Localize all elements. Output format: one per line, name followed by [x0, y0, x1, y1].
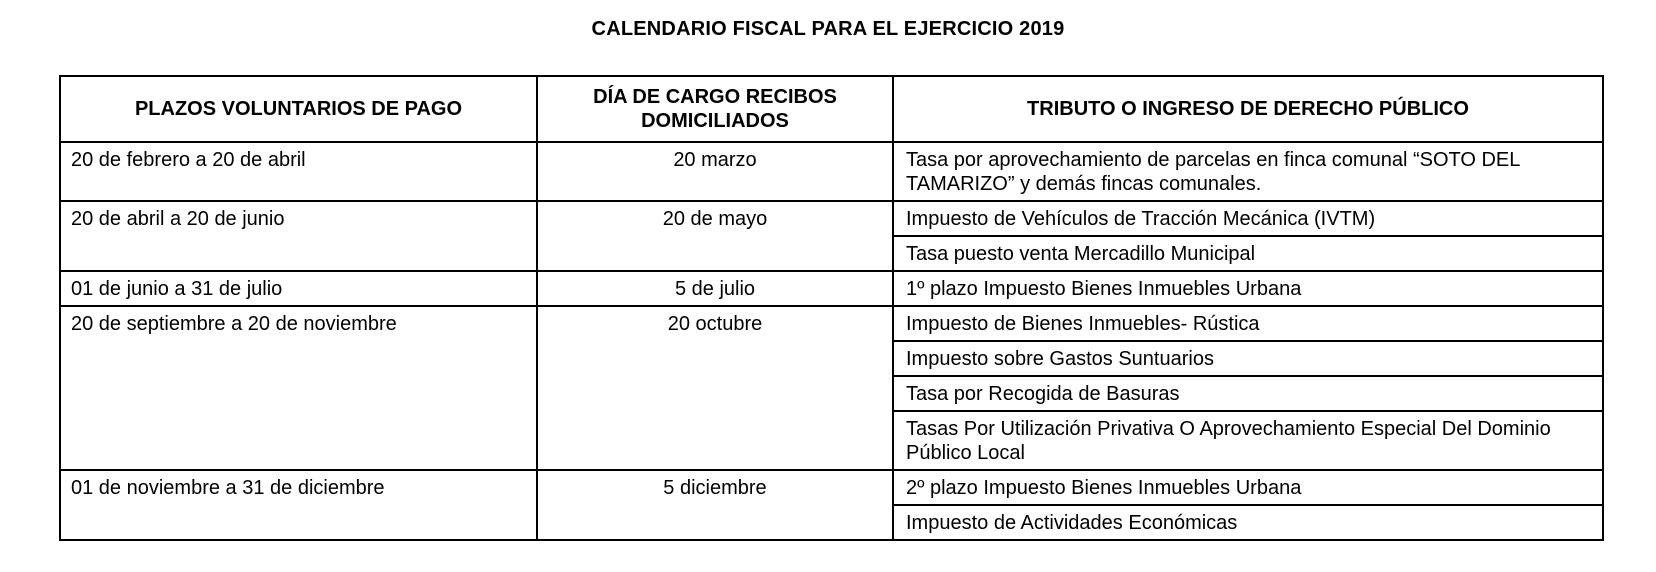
table-row [60, 201, 1603, 236]
fiscal-calendar-table [59, 75, 1604, 541]
page-title: CALENDARIO FISCAL PARA EL EJERCICIO 2019 [591, 18, 1065, 40]
table-row [60, 142, 1603, 201]
tributo-cell: Impuesto de Actividades Económicas [893, 505, 1603, 540]
header-cargo: DÍA DE CARGO RECIBOS DOMICILIADOS [537, 76, 893, 142]
tributo-cell: Tasa por Recogida de Basuras [893, 376, 1603, 411]
table-row [60, 271, 1603, 306]
tributo-cell: Tasas Por Utilización Privativa O Aprovechamiento Especial Del Dominio Público Local [893, 411, 1603, 470]
tributo-cell: Impuesto de Vehículos de Tracción Mecánica (IVTM) [893, 201, 1603, 236]
tributo-cell: 2º plazo Impuesto Bienes Inmuebles Urbana [893, 470, 1603, 505]
tributo-cell: Impuesto sobre Gastos Suntuarios [893, 341, 1603, 376]
plazo-cell: 20 de abril a 20 de junio [60, 201, 537, 271]
tributo-cell: Tasa por aprovechamiento de parcelas en finca comunal “SOTO DEL TAMARIZO” y demás fincas comunales. [893, 142, 1603, 201]
header-tributo: TRIBUTO O INGRESO DE DERECHO PÚBLICO [893, 76, 1603, 142]
table-row [60, 470, 1603, 505]
cargo-cell: 5 de julio [537, 271, 893, 306]
tributo-cell: 1º plazo Impuesto Bienes Inmuebles Urbana [893, 271, 1603, 306]
cargo-cell: 20 octubre [537, 306, 893, 470]
plazo-cell: 20 de febrero a 20 de abril [60, 142, 537, 201]
plazo-cell: 01 de junio a 31 de julio [60, 271, 537, 306]
table-row [60, 306, 1603, 341]
header-plazos: PLAZOS VOLUNTARIOS DE PAGO [60, 76, 537, 142]
header-row [60, 76, 1603, 142]
tributo-cell: Impuesto de Bienes Inmuebles- Rústica [893, 306, 1603, 341]
plazo-cell: 01 de noviembre a 31 de diciembre [60, 470, 537, 540]
cargo-cell: 20 de mayo [537, 201, 893, 271]
tributo-cell: Tasa puesto venta Mercadillo Municipal [893, 236, 1603, 271]
plazo-cell: 20 de septiembre a 20 de noviembre [60, 306, 537, 470]
cargo-cell: 5 diciembre [537, 470, 893, 540]
cargo-cell: 20 marzo [537, 142, 893, 201]
